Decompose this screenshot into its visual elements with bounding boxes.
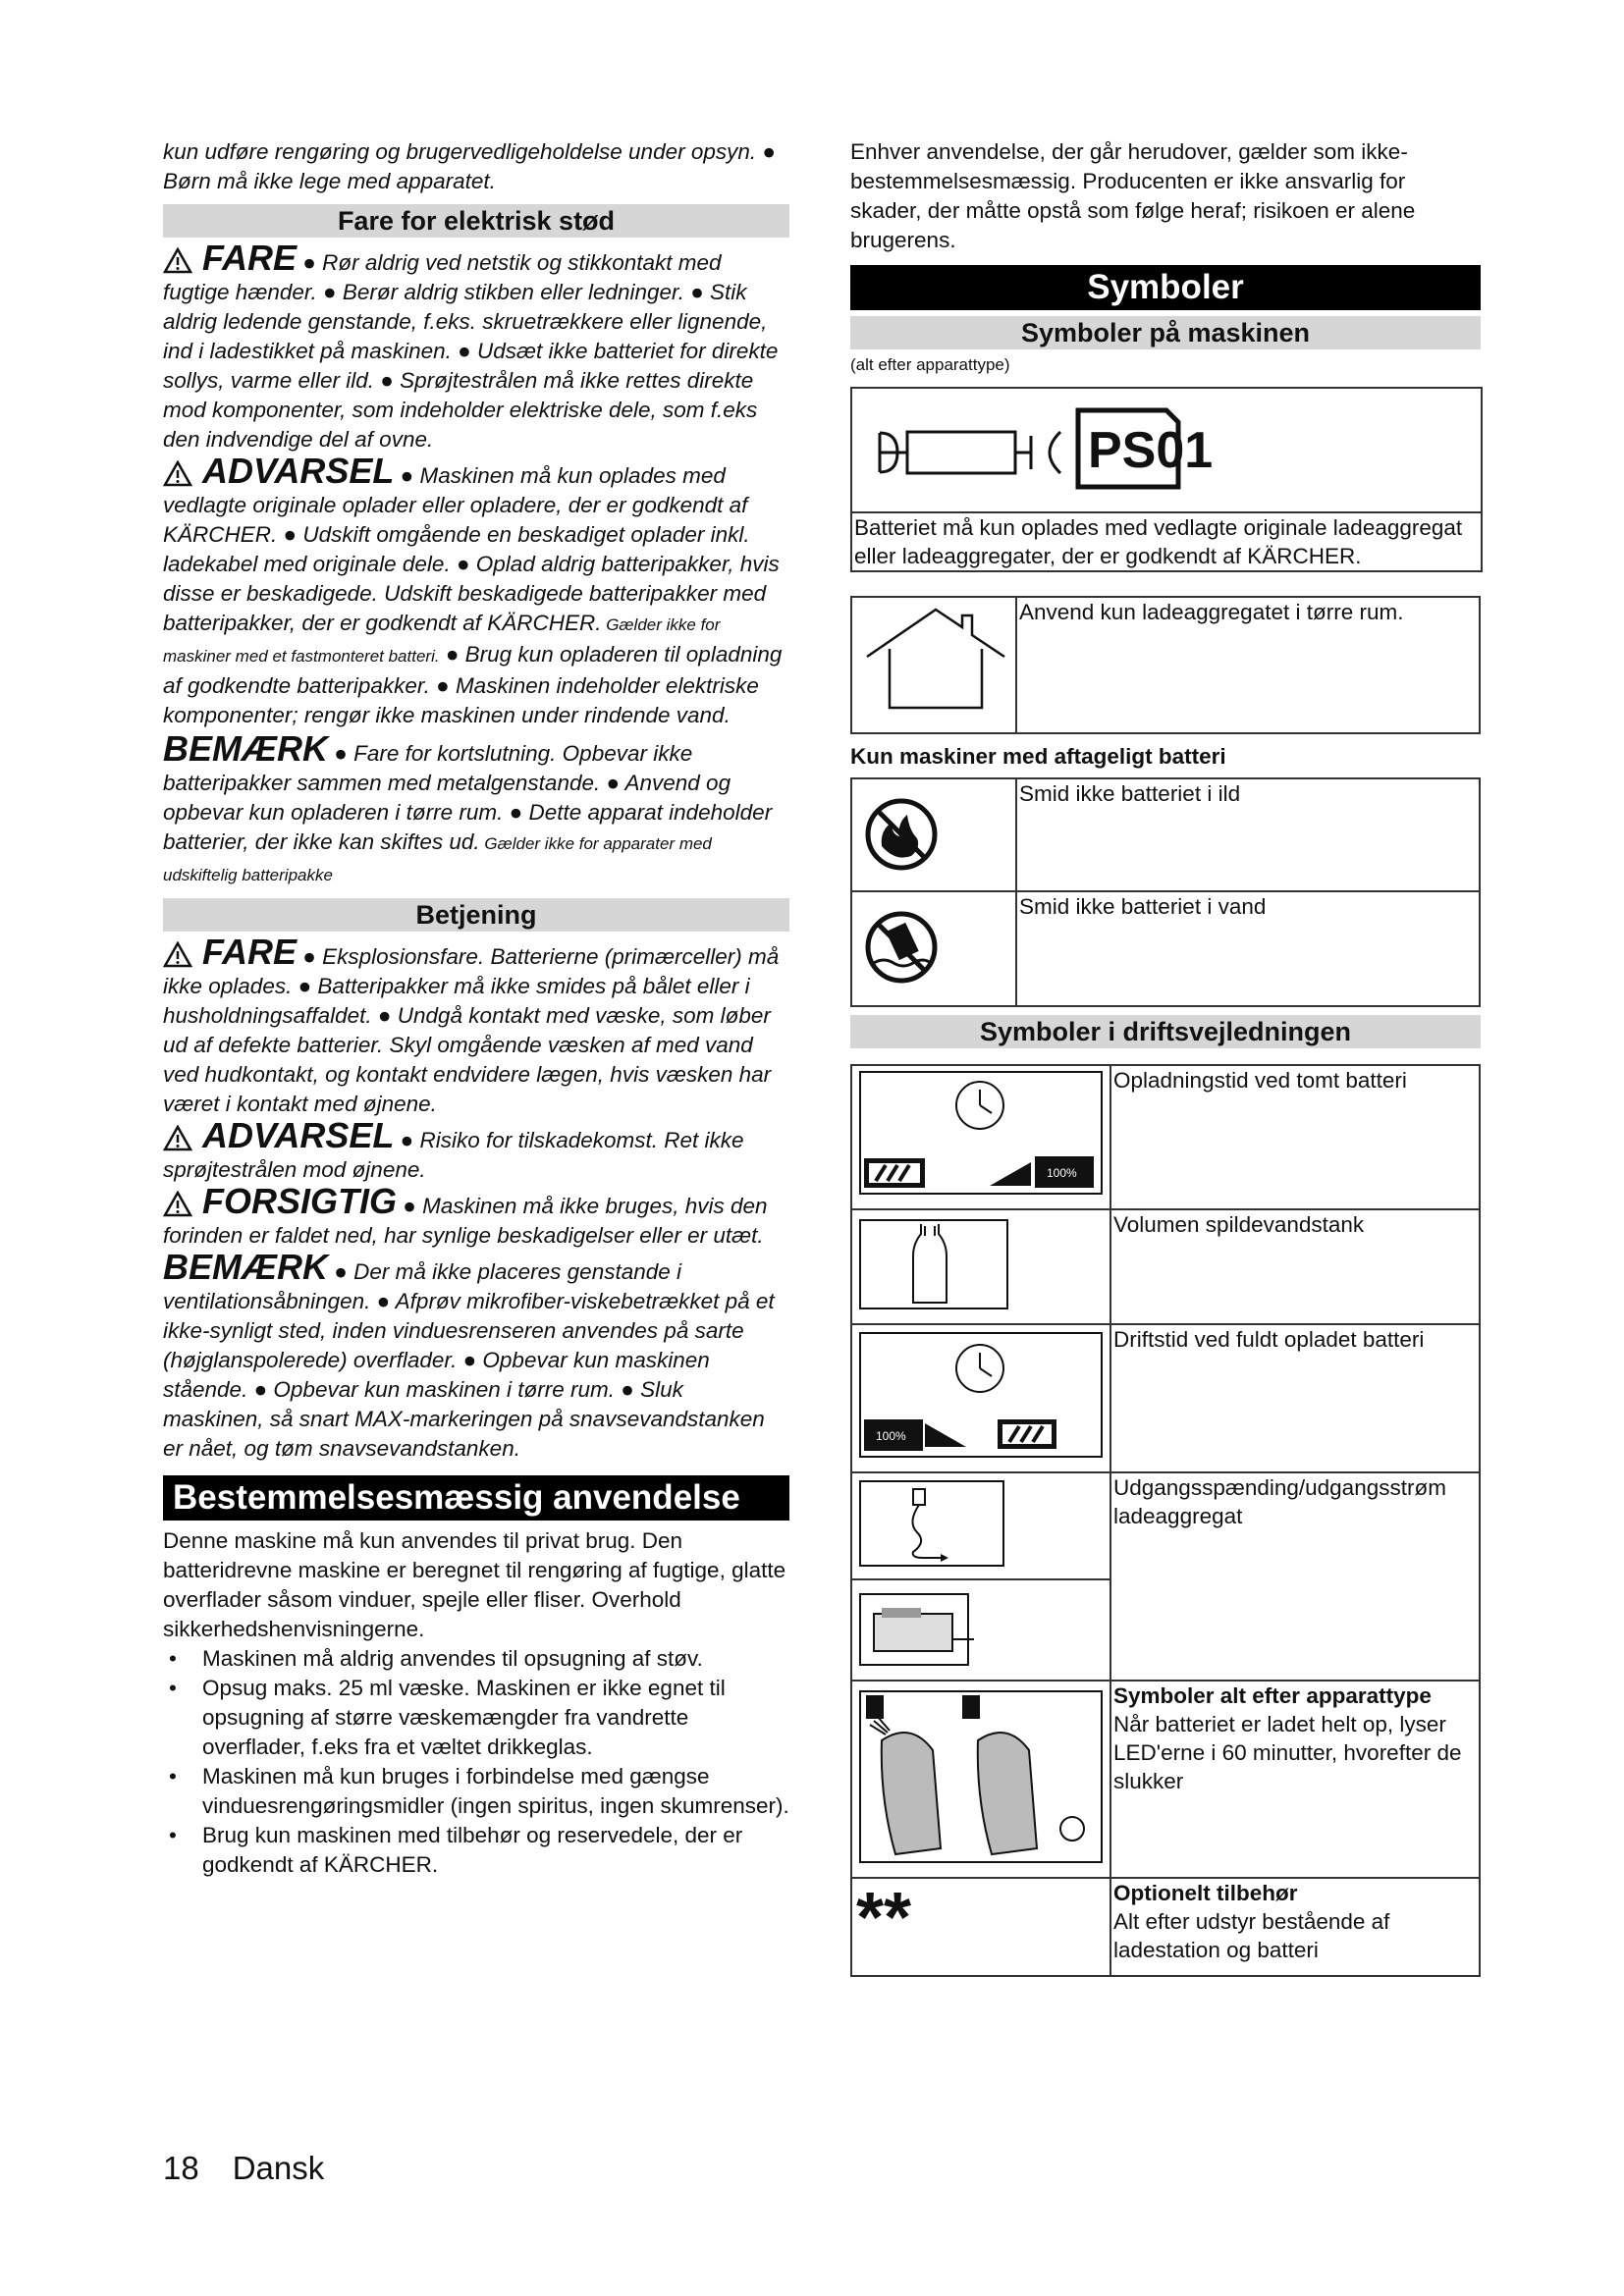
charging-station-icon-cell	[851, 1579, 1110, 1681]
fare-text: ● Rør aldrig ved netstik og stikkontakt med fugtige hænder. ● Berør aldrig stikben eller ledninger. ● Stik aldrig ledende genstande, f.eks. skruetrækkere eller lignende, ind i ladestikket på maskinen. ● Udsæt ikke batteriet for direkte sollys, varme eller ild. ● Sprøjtestrålen må ikke rettes direkte mod komponenter, som indeholder elektriske dele, som f.eks den indvendige del af ovne.	[163, 250, 779, 452]
tank-icon-cell	[851, 1209, 1110, 1324]
charger-symbol-cell	[851, 388, 1482, 512]
house-icon-cell	[851, 597, 1016, 733]
ps01-label: PS01	[1088, 422, 1214, 479]
advarsel-keyword: ADVARSEL	[202, 451, 395, 491]
advarsel-small-note: Gælder ikke for maskiner med et fastmonteret batteri.	[163, 615, 721, 666]
warning-triangle-icon	[163, 460, 192, 487]
advarsel-text: ● Risiko for tilskadekomst. Ret ikke sprøjtestrålen mod øjnene.	[163, 1128, 744, 1182]
battery-disposal-table	[850, 777, 1481, 1007]
led-text: Når batteriet er ladet helt op, lyser LED'erne i 60 minutter, hvorefter de slukker	[1113, 1712, 1462, 1793]
heading-driftsvejledning: Symboler i driftsvejledningen	[850, 1015, 1481, 1048]
led-indicator-icon	[852, 1682, 1110, 1870]
optional-icon-cell	[851, 1878, 1110, 1976]
no-water-icon	[852, 892, 1015, 998]
bemaerk-keyword: BEMÆRK	[163, 728, 328, 769]
fare-warning-2	[163, 932, 789, 1119]
advarsel-text-2: ● Brug kun opladeren til opladning af godkendte batteripakker. ● Maskinen indeholder elektriske komponenter; rengør ikke maskinen under rindende vand.	[163, 642, 783, 727]
fare-keyword: FARE	[202, 238, 298, 278]
footer-language: Dansk	[232, 2150, 325, 2186]
bemaerk-note-1	[163, 728, 789, 890]
optional-text: Alt efter udstyr bestående af ladestation og batteri	[1113, 1909, 1390, 1962]
heading-betjening: Betjening	[163, 898, 789, 932]
warning-triangle-icon	[163, 941, 192, 968]
led-symbol-cell	[1110, 1681, 1480, 1878]
dry-room-text: Anvend kun ladeaggregatet i tørre rum.	[1016, 597, 1480, 733]
page-number: 18	[163, 2150, 199, 2186]
warning-triangle-icon	[163, 247, 192, 274]
heading-electric: Fare for elektrisk stød	[163, 204, 789, 238]
heading-symboler-maskine: Symboler på maskinen	[850, 316, 1481, 349]
runtime-icon	[852, 1325, 1110, 1465]
charger-symbol-table	[850, 387, 1483, 572]
charge-time-icon	[852, 1066, 1110, 1201]
warning-triangle-icon	[163, 1191, 192, 1217]
house-icon	[852, 598, 1015, 725]
bestemmelse-list	[163, 1644, 789, 1880]
advarsel-warning-1	[163, 451, 789, 730]
water-text: Smid ikke batteriet i vand	[1016, 891, 1480, 1006]
charge-time-text: Opladningstid ved tomt batteri	[1110, 1065, 1480, 1209]
bemaerk-text: ● Fare for kortslutning. Opbevar ikke batteripakker sammen med metalgenstande. ● Anvend og opbevar kun opladeren i tørre rum. ● Dette apparat indeholder batterier, der ikke kan skiftes ud.	[163, 741, 773, 854]
water-icon-cell	[851, 891, 1016, 1006]
fare-keyword: FARE	[202, 932, 298, 972]
led-icon-cell	[851, 1681, 1110, 1878]
led-title: Symboler alt efter apparattype	[1113, 1683, 1432, 1708]
left-intro: kun udføre rengøring og brugervedligeholdelse under opsyn. ● Børn må ikke lege med apparatet.	[163, 139, 776, 193]
forsigtig-warning	[163, 1181, 789, 1251]
dry-room-symbol-table	[850, 596, 1481, 734]
full-battery-label: 100%	[876, 1429, 906, 1443]
full-battery-label: 100%	[1047, 1166, 1077, 1180]
optional-symbol-cell	[1110, 1878, 1480, 1976]
list-item: • Brug kun maskinen med tilbehør og reservedele, der er godkendt af KÄRCHER.	[163, 1821, 789, 1880]
optional-title: Optionelt tilbehør	[1113, 1881, 1298, 1905]
advarsel-keyword: ADVARSEL	[202, 1115, 395, 1155]
charger-plug-icon	[852, 389, 1481, 505]
advarsel-text: ● Maskinen må kun oplades med vedlagte originale oplader eller opladere, der er godkendt af KÄRCHER. ● Udskift omgående en beskadiget oplader inkl. ladekabel med originale dele. ● Oplad aldrig batteripakker, hvis disse er beskadigede. Udskift beskadigede batteripakker med batteripakker, der er godkendt af KÄRCHER.	[163, 463, 780, 635]
heading-bestemmelse: Bestemmelsesmæssig anvendelse	[163, 1475, 789, 1521]
fire-text: Smid ikke batteriet i ild	[1016, 778, 1480, 891]
bestemmelse-text: Denne maskine må kun anvendes til privat brug. Den batteridrevne maskine er beregnet til rengøring af fugtige, glatte overflader såsom vinduer, spejle eller fliser. Overhold sikkerhedshenvisningerne.	[163, 1528, 786, 1641]
forsigtig-keyword: FORSIGTIG	[202, 1181, 397, 1221]
charger-symbol-text: Batteriet må kun oplades med vedlagte originale ladeaggregat eller ladeaggregater, der er godkendt af KÄRCHER.	[851, 512, 1482, 571]
no-fire-icon	[852, 779, 1015, 883]
list-item: • Maskinen må kun bruges i forbindelse med gængse vinduesrengøringsmidler (ingen spiritus, ingen skumrenser).	[163, 1762, 789, 1821]
list-item: • Opsug maks. 25 ml væske. Maskinen er ikke egnet til opsugning af større væskemængder fra vandrette overflader, f.eks fra et væltet drikkeglas.	[163, 1674, 789, 1762]
charging-station-icon	[852, 1580, 1110, 1673]
heading-symboler: Symboler	[850, 265, 1481, 310]
right-intro: Enhver anvendelse, der går herudover, gælder som ikke-bestemmelsesmæssig. Producenten er ikke ansvarlig for skader, der måtte opstå som følge heraf; risikoen er alene brugerens.	[850, 139, 1416, 252]
runtime-text: Driftstid ved fuldt opladet batteri	[1110, 1324, 1480, 1472]
charge-time-icon-cell	[851, 1065, 1110, 1209]
bemaerk-keyword: BEMÆRK	[163, 1247, 328, 1287]
charger-adapter-icon	[852, 1473, 1110, 1572]
fare-warning-1	[163, 238, 789, 454]
page-footer	[163, 2150, 357, 2187]
fare-text: ● Eksplosionsfare. Batterierne (primærceller) må ikke oplades. ● Batteripakker må ikke smides på bålet eller i husholdningsaffaldet. ● Undgå kontakt med væske, som løber ud af defekte batterier. Skyl omgående væsken af med vand ved hudkontakt, og kontakt endvidere lægen, hvis væsken har været i kontakt med øjnene.	[163, 944, 780, 1116]
left-column	[163, 137, 789, 1880]
heading-aftageligt-batteri: Kun maskiner med aftageligt batteri	[850, 744, 1226, 769]
right-column	[850, 137, 1481, 1977]
bemaerk-small-note: Gælder ikke for apparater med udskiftelig batteripakke	[163, 834, 712, 884]
forsigtig-text: ● Maskinen må ikke bruges, hvis den forinden er faldet ned, har synlige beskadigelser eller er utæt.	[163, 1194, 768, 1248]
warning-triangle-icon	[163, 1125, 192, 1151]
tank-volume-icon	[852, 1210, 1110, 1316]
tank-volume-text: Volumen spildevandstank	[1110, 1209, 1480, 1324]
double-star-icon: **	[856, 1879, 912, 1957]
charger-output-icon-cell	[851, 1472, 1110, 1579]
charger-output-text: Udgangsspænding/udgangsstrøm ladeaggregat	[1110, 1472, 1480, 1681]
fire-icon-cell	[851, 778, 1016, 891]
apparattype-note: (alt efter apparattype)	[850, 355, 1010, 374]
runtime-icon-cell	[851, 1324, 1110, 1472]
manual-symbols-table	[850, 1064, 1481, 1977]
bemaerk-note-2	[163, 1247, 789, 1464]
list-item: • Maskinen må aldrig anvendes til opsugning af støv.	[163, 1644, 789, 1674]
advarsel-warning-2	[163, 1115, 789, 1185]
bemaerk-text: ● Der må ikke placeres genstande i ventilationsåbningen. ● Afprøv mikrofiber-viskebetrækket på et ikke-synligt sted, inden vinduesrenseren anvendes på sarte (højglanspolerede) overflader. ● Opbevar kun maskinen stående. ● Opbevar kun maskinen i tørre rum. ● Sluk maskinen, så snart MAX-markeringen på snavsevandstanken er nået, og tøm snavsevandstanken.	[163, 1259, 775, 1461]
